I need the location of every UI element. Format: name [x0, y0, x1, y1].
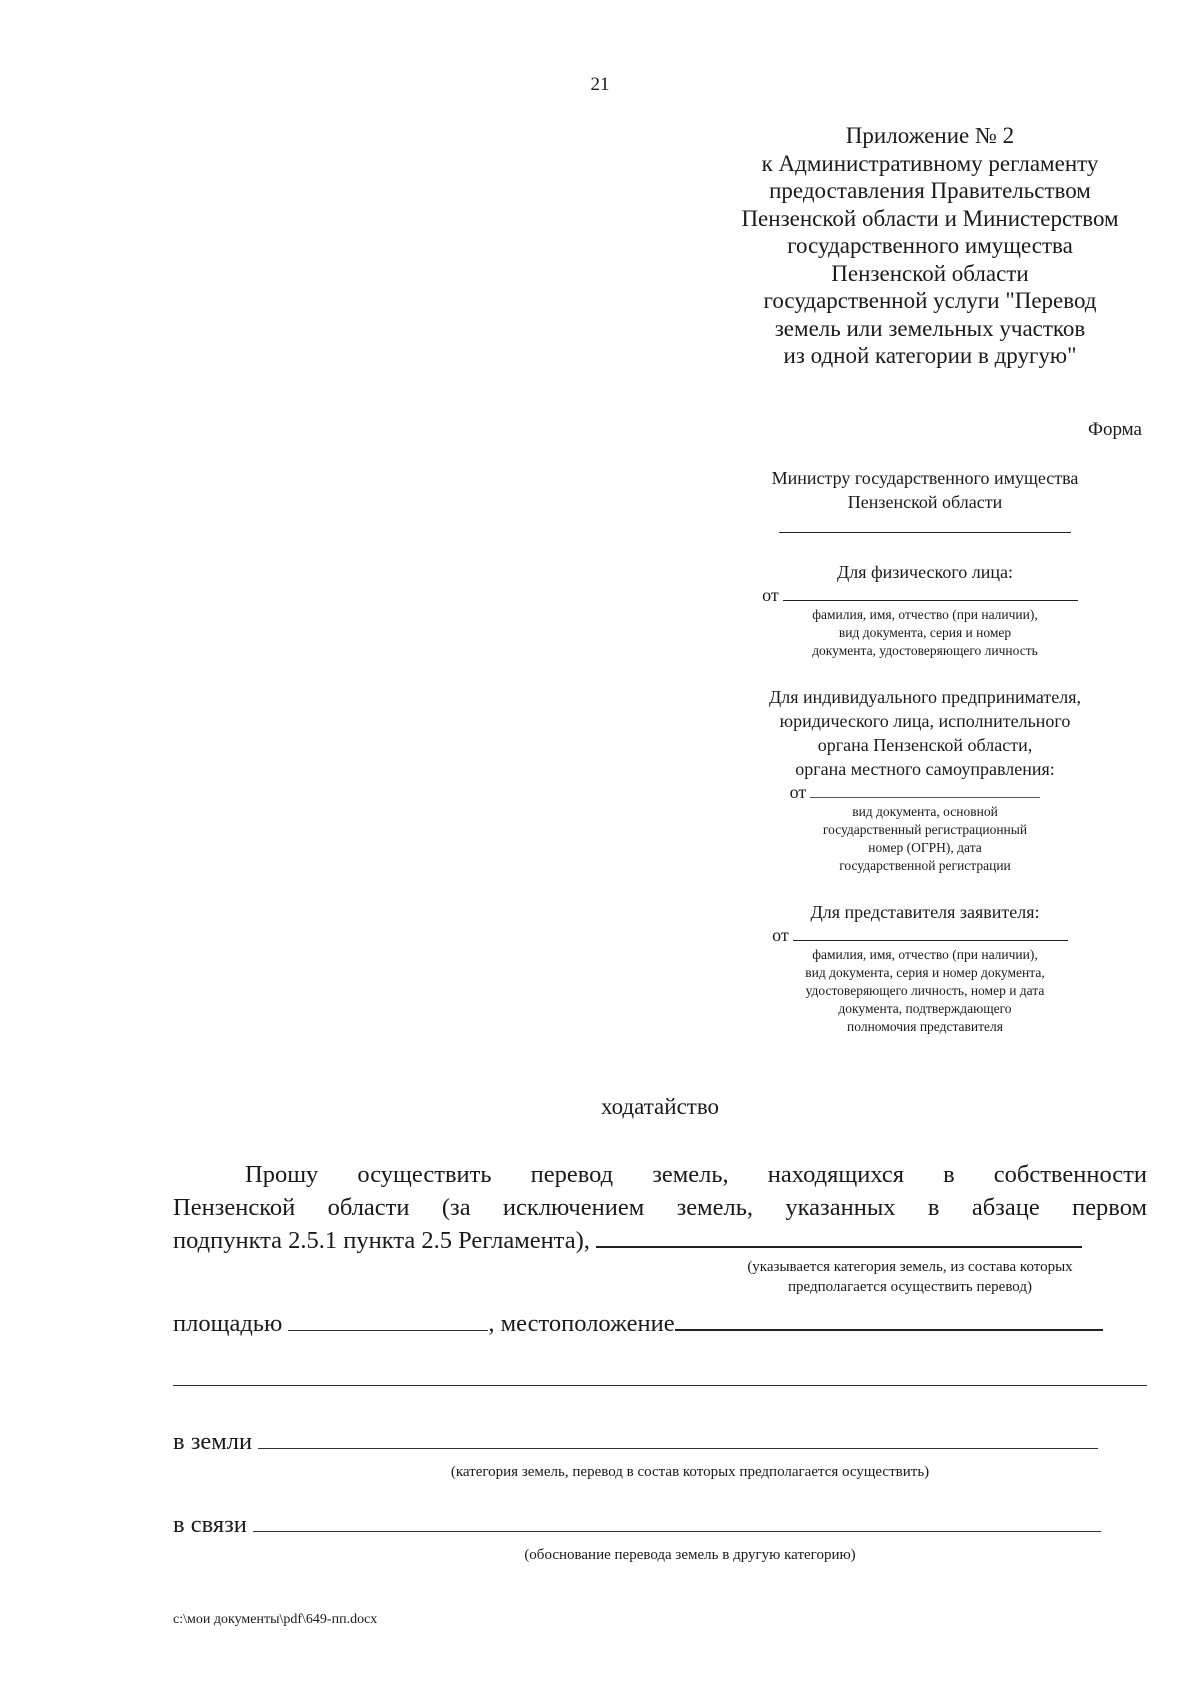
location-label: , местоположение [488, 1310, 675, 1337]
individual-from-field[interactable] [783, 585, 1078, 601]
individual-hint: документа, удостоверяющего личность [812, 643, 1038, 658]
petition-line: Пензенской области (за исключением земель, указанных в абзаце первом [173, 1194, 1147, 1221]
appendix-line: Пензенской области и Министерством [741, 205, 1119, 231]
document-title: ходатайство [600, 1094, 720, 1119]
individual-hint: вид документа, серия и номер [838, 625, 1012, 640]
individual-hint: фамилия, имя, отчество (при наличии), [812, 607, 1038, 622]
representative-from-field[interactable] [793, 925, 1068, 941]
entrepreneur-heading: Для индивидуального предпринимателя, [768, 687, 1082, 707]
location-continuation-field[interactable] [173, 1365, 1147, 1386]
target-category-field[interactable] [258, 1428, 1098, 1449]
appendix-line: Приложение № 2 [845, 123, 1015, 148]
area-label: площадью [173, 1310, 283, 1337]
addressee-line2: Пензенской области [847, 492, 1003, 512]
appendix-line: государственной услуги "Перевод [763, 288, 1097, 313]
entrepreneur-hint: государственный регистрационный [822, 822, 1028, 837]
entrepreneur-hint: вид документа, основной [852, 804, 998, 819]
entrepreneur-heading: органа Пензенской области, [817, 735, 1033, 755]
representative-hint: документа, подтверждающего [838, 1001, 1012, 1016]
addressee-name-field[interactable] [779, 518, 1071, 533]
entrepreneur-hint: государственной регистрации [839, 858, 1011, 873]
appendix-line: Пензенской области [831, 260, 1029, 286]
from-label: от [762, 585, 779, 605]
representative-hint: фамилия, имя, отчество (при наличии), [812, 947, 1038, 962]
petition-body [173, 1158, 1147, 1565]
entrepreneur-hint: номер (ОГРН), дата [868, 840, 982, 855]
addressee-line1: Министру государственного имущества [771, 468, 1079, 488]
location-field[interactable] [675, 1309, 1103, 1331]
individual-block [725, 560, 1125, 660]
representative-hint: вид документа, серия и номер документа, [805, 965, 1045, 980]
reason-field[interactable] [253, 1511, 1101, 1532]
entrepreneur-from-field[interactable] [810, 782, 1040, 798]
area-field[interactable] [288, 1310, 488, 1331]
hint-reason: (обоснование перевода земель в другую категорию) [524, 1547, 856, 1563]
addressee-block [725, 466, 1125, 539]
appendix-line: земель или земельных участков [774, 315, 1086, 341]
appendix-line: к Административному регламенту [761, 150, 1099, 176]
reason-label: в связи [173, 1511, 247, 1538]
entrepreneur-block [725, 685, 1125, 875]
from-label: от [789, 782, 807, 802]
petition-line: подпункта 2.5.1 пункта 2.5 Регламента), [173, 1227, 590, 1254]
representative-heading: Для представителя заявителя: [810, 902, 1040, 922]
page-number: 21 [590, 74, 610, 95]
from-label: от [772, 925, 789, 945]
appendix-line: предоставления Правительством [769, 178, 1091, 203]
appendix-header [730, 122, 1130, 370]
form-label: Форма [1087, 419, 1142, 440]
appendix-line: из одной категории в другую" [783, 343, 1077, 368]
individual-heading: Для физического лица: [836, 562, 1014, 582]
appendix-line: государственного имущества [787, 233, 1073, 258]
file-path-footer: c:\мои документы\pdf\649-пп.docx [173, 1612, 378, 1627]
to-lands-label: в земли [173, 1428, 253, 1455]
representative-block [725, 900, 1125, 1036]
hint-category: (указывается категория земель, из состава которых [747, 1259, 1073, 1275]
representative-hint: полномочия представителя [847, 1019, 1003, 1034]
entrepreneur-heading: юридического лица, исполнительного [779, 711, 1071, 731]
land-category-field[interactable] [596, 1226, 1082, 1248]
entrepreneur-heading: органа местного самоуправления: [795, 759, 1055, 779]
petition-line: Прошу осуществить перевод земель, находящихся в собственности [245, 1161, 1147, 1188]
representative-hint: удостоверяющего личность, номер и дата [805, 983, 1045, 998]
hint-target-category: (категория земель, перевод в состав которых предполагается осуществить) [450, 1464, 930, 1480]
hint-category: предполагается осуществить перевод) [787, 1279, 1032, 1295]
